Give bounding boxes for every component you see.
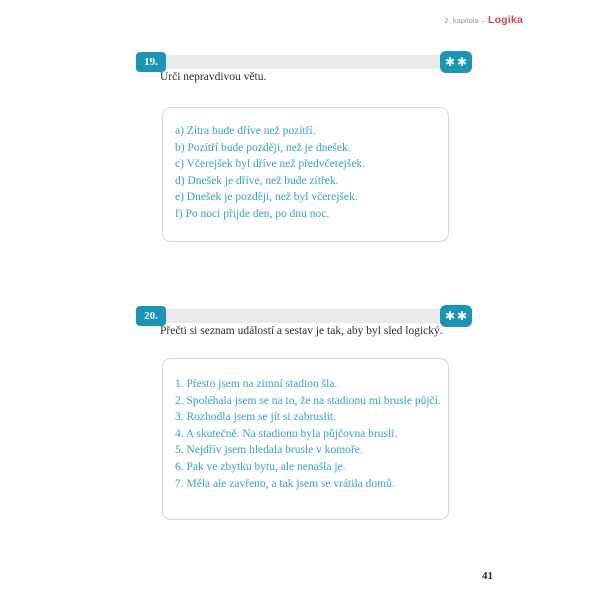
exercise-item: 6. Pak ve zbytku bytu, ale nenašla je. bbox=[175, 460, 346, 473]
exercise-number-badge bbox=[136, 306, 166, 326]
section-label: Logika bbox=[487, 14, 523, 26]
exercise-item: 4. A skutečně. Na stadionu byla půjčovna bruslí. bbox=[175, 427, 398, 440]
exercise-header-bar bbox=[136, 55, 472, 69]
exercise-item: b) Pozítří bude později, než je dnešek. bbox=[175, 141, 351, 154]
exercise-item: d) Dnešek je dříve, než bude zítřek. bbox=[175, 174, 339, 187]
exercise-item: c) Včerejšek byl dříve než předvčerejšek. bbox=[175, 158, 366, 171]
exercise-item: 5. Nejdřív jsem hledala brusle v komoře. bbox=[175, 444, 363, 457]
exercise-item: 2. Spoléhala jsem se na to, že na stadionu mi brusle půjčí. bbox=[175, 394, 441, 407]
exercise-item: 1. Přesto jsem na zimní stadion šla. bbox=[175, 378, 338, 390]
exercise-number: 20. bbox=[144, 310, 158, 322]
exercise-instruction: Urči nepravdivou větu. bbox=[160, 71, 267, 83]
stars-icon: ✱✱ bbox=[444, 308, 470, 323]
exercise-number: 19. bbox=[144, 56, 158, 68]
exercise-item: f) Po noci přijde den, po dnu noc. bbox=[175, 207, 330, 220]
exercise-header-bar bbox=[136, 309, 472, 323]
difficulty-badge bbox=[440, 51, 472, 73]
exercise-item-box bbox=[162, 107, 449, 242]
exercise-instruction: Přečti si seznam událostí a sestav je tak, aby byl sled logický. bbox=[160, 325, 443, 337]
exercise-item-box bbox=[162, 358, 449, 520]
exercise-item: 3. Rozhodla jsem se jít si zabruslit. bbox=[175, 411, 336, 424]
difficulty-badge bbox=[440, 305, 472, 327]
running-head bbox=[445, 14, 524, 26]
exercise-item: e) Dnešek je později, než byl včerejšek. bbox=[175, 191, 358, 204]
stars-icon: ✱✱ bbox=[444, 54, 470, 69]
exercise-item: a) Zítra bude dříve než pozítří. bbox=[175, 125, 316, 137]
page-number: 41 bbox=[482, 570, 493, 582]
exercise-item: 7. Měla ale zavřeno, a tak jsem se vrátila domů. bbox=[175, 477, 395, 490]
chapter-label: 2. kapitola – bbox=[444, 16, 485, 25]
exercise-number-badge bbox=[136, 52, 166, 72]
